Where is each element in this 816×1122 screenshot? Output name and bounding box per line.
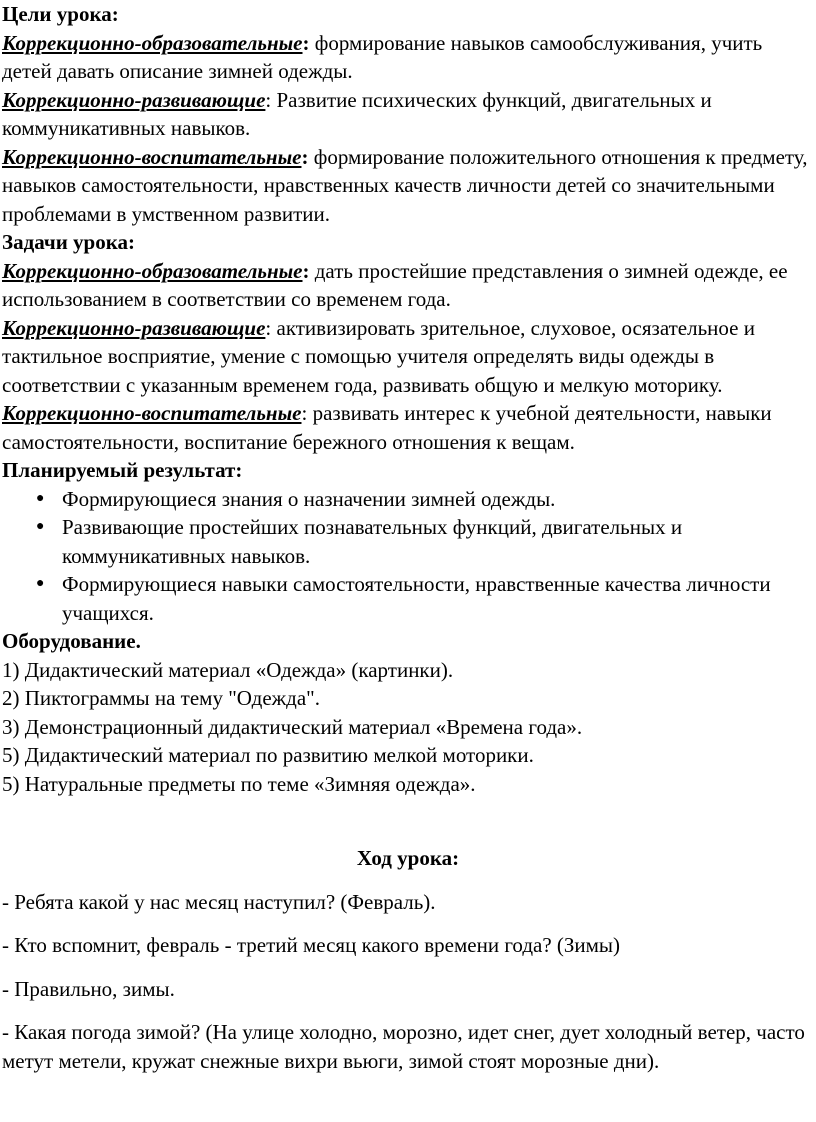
bullet-icon: ● (36, 576, 45, 591)
equipment-item: 2) Пиктограммы на тему "Одежда". (2, 686, 320, 710)
goal-text: Развитие психических функций, двигательных и коммуникативных навыков. (2, 87, 712, 140)
lesson-dialogue (2, 888, 814, 1076)
goal-item: Коррекционно-образовательные: формирование навыков самообслуживания, учить детей давать описание зимней одежды. (2, 30, 763, 83)
equipment-item: 5) Дидактический материал по развитию мелкой моторики. (2, 743, 534, 767)
results-heading: Планируемый результат: (2, 458, 243, 482)
equipment-item: 1) Дидактический материал «Одежда» (картинки). (2, 657, 454, 682)
goals-heading: Цели урока: (2, 2, 119, 26)
equipment-heading: Оборудование. (2, 629, 141, 653)
task-item: Коррекционно-образовательные: дать простейшие представления о зимней одежде, ее использованием в соответствии со временем года. (2, 258, 788, 311)
results-list (2, 485, 814, 628)
task-item: Коррекционно-воспитательные: развивать интерес к учебной деятельности, навыки самостоятельности, воспитание бережного отношения к вещам. (2, 401, 772, 454)
goal-tag: Коррекционно-воспитательные (2, 144, 302, 169)
task-item: Коррекционно-развивающие: активизировать зрительное, слуховое, осязательное и тактильное восприятие, умение с помощью учителя определять виды одежды в соответствии с указанным временем года, развивать общую и мелкую моторику. (2, 315, 755, 397)
bullet-icon: ● (36, 519, 45, 534)
dialogue-line: - Правильно, зимы. (2, 976, 175, 1001)
goal-tag: Коррекционно-развивающие (2, 87, 266, 112)
task-text: развивать интерес к учебной деятельности, навыки самостоятельности, воспитание бережного отношения к вещам. (2, 401, 772, 454)
goal-text: формирование положительного отношения к предмету, навыков самостоятельности, нравственных качеств личности детей со значительными проблемами в умственном развитии. (2, 144, 808, 226)
dialogue-line: - Какая погода зимой? (На улице холодно, морозно, идет снег, дует холодный ветер, часто метут метели, кружат снежные вихри вьюги, зимой стоят морозные дни). (2, 1020, 805, 1073)
task-text: дать простейшие представления о зимней одежде, ее использованием в соответствии со временем года. (2, 258, 788, 311)
task-tag: Коррекционно-воспитательные (2, 401, 302, 425)
goal-tag: Коррекционно-образовательные (2, 30, 303, 55)
equipment-item: 5) Натуральные предметы по теме «Зимняя одежда». (2, 771, 476, 796)
task-text: активизировать зрительное, слуховое, осязательное и тактильное восприятие, умение с помощью учителя определять виды одежды в соответствии с указанным временем года, развивать общую и мелкую моторику. (2, 315, 755, 397)
goal-text: формирование навыков самообслуживания, учить детей давать описание зимней одежды. (2, 30, 763, 83)
dialogue-line: - Кто вспомнит, февраль - третий месяц какого времени года? (Зимы) (2, 933, 621, 957)
lesson-heading: Ход урока: (356, 846, 460, 870)
task-tag: Коррекционно-развивающие (2, 315, 266, 340)
list-item: ● Формирующиеся знания о назначении зимней одежды. (36, 485, 814, 514)
equipment-item: 3) Демонстрационный дидактический материал «Времена года». (2, 714, 583, 739)
list-item: ● Развивающие простейших познавательных функций, двигательных и коммуникативных навыков. (36, 515, 683, 568)
goal-item: Коррекционно-воспитательные: формирование положительного отношения к предмету, навыков самостоятельности, нравственных качеств личности детей со значительными проблемами в умственном развитии. (2, 144, 808, 226)
goal-item: Коррекционно-развивающие: Развитие психических функций, двигательных и коммуникативных навыков. (2, 87, 712, 140)
dialogue-line: - Ребята какой у нас месяц наступил? (Февраль). (2, 889, 436, 914)
bullet-icon: ● (36, 490, 45, 506)
task-tag: Коррекционно-образовательные (2, 258, 303, 283)
tasks-heading: Задачи урока: (2, 230, 136, 254)
list-item: ● Формирующиеся навыки самостоятельности, нравственные качества личности учащихся. (36, 572, 771, 625)
